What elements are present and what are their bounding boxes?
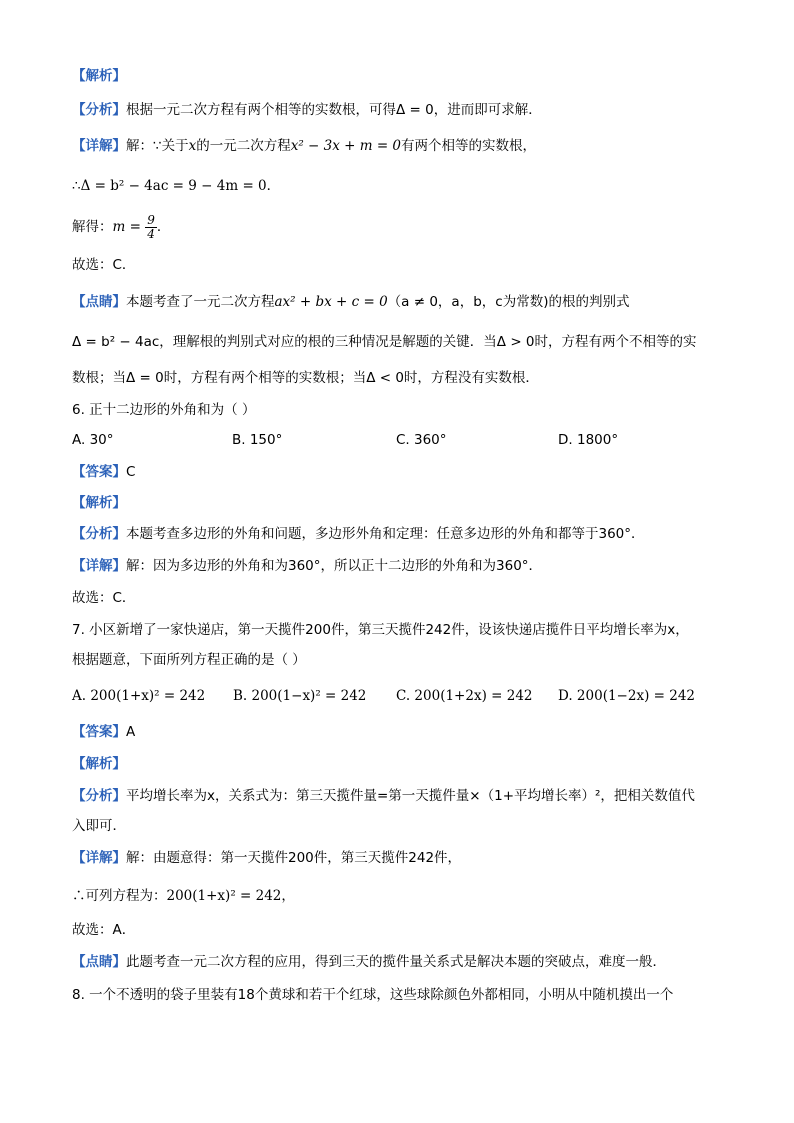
delta-line	[72, 176, 280, 196]
tag-fenxi: 【分析】	[72, 102, 126, 118]
q7-jiexi	[72, 754, 126, 774]
q7-option-c: C. 200(1+2x) = 242	[396, 688, 533, 704]
q7-analysis-text-1: 平均增长率为x，关系式为：第三天揽件量=第一天揽件量×（1+平均增长率）²，把相关数值代	[126, 788, 695, 804]
tag-jiexi-7: 【解析】	[72, 756, 126, 772]
solve-line	[72, 212, 170, 242]
q8-stem-text: 8. 一个不透明的袋子里装有18个黄球和若干个红球，这些球除颜色外都相同，小明从中随机摸出一个	[72, 987, 674, 1003]
q7-choose-text: 故选：A．	[72, 922, 136, 938]
q7-stem-text-1: 7. 小区新增了一家快递店，第一天揽件200件，第三天揽件242件，设该快递店揽件日平均增长率为x，	[72, 622, 689, 638]
dianjing-text-a: 本题考查了一元二次方程	[126, 294, 275, 310]
q7-option-b: B. 200(1−x)² = 242	[233, 688, 367, 704]
solve-var: m =	[112, 219, 141, 235]
solve-end: ．	[156, 219, 171, 235]
dianjing-text-3: 数根；当Δ = 0时，方程有两个相等的实数根；当Δ < 0时，方程没有实数根．	[72, 370, 539, 386]
q7-choose	[72, 920, 135, 940]
q7-stem-text-2: 根据题意，下面所列方程正确的是（ ）	[72, 652, 306, 668]
q7-answer	[72, 722, 135, 742]
q6-analysis-text: 本题考查多边形的外角和问题，多边形外角和定理：任意多边形的外角和都等于360°．	[126, 526, 645, 542]
dianjing-text-b: （a ≠ 0，a，b，c为常数)的根的判别式	[387, 294, 630, 310]
q6-option-b: B. 150°	[232, 432, 283, 448]
q7-detail-text: 解：由题意得：第一天揽件200件，第三天揽件242件，	[126, 850, 462, 866]
q7-detail	[72, 848, 461, 868]
solve-prefix: 解得：	[72, 219, 113, 235]
q6-detail-text: 解：因为多边形的外角和为360°，所以正十二边形的外角和为360°．	[126, 558, 543, 574]
q7-equation	[72, 886, 295, 906]
q7-stem-1	[72, 620, 689, 640]
analysis-line	[72, 100, 542, 120]
solve-fraction	[145, 214, 157, 241]
q6-stem	[72, 400, 255, 420]
tag-xiangjie-7: 【详解】	[72, 850, 126, 866]
q6-option-c: C. 360°	[396, 432, 447, 448]
q6-choose	[72, 588, 135, 608]
q6-answer	[72, 462, 135, 482]
q7-equation-text: ∴可列方程为：200(1+x)² = 242，	[72, 888, 295, 904]
q6-jiexi	[72, 493, 126, 513]
detail-text-c: 有两个相等的实数根，	[401, 138, 537, 154]
q6-option-d: D. 1800°	[558, 432, 619, 448]
q7-analysis-1	[72, 786, 695, 806]
q7-dianjing-text: 此题考查一元二次方程的应用，得到三天的揽件量关系式是解决本题的突破点，难度一般．	[126, 954, 666, 970]
q6-stem-text: 6. 正十二边形的外角和为（ ）	[72, 402, 256, 418]
dianjing-line-3	[72, 368, 539, 388]
detail-text-a: 解：∵关于	[126, 138, 189, 154]
tag-dianjing: 【点睛】	[72, 294, 126, 310]
tag-daan-7: 【答案】	[72, 724, 126, 740]
dianjing-equation: ax² + bx + c = 0	[274, 294, 388, 310]
q7-answer-value: A	[126, 724, 136, 740]
dianjing-text-2: Δ = b² − 4ac，理解根的判别式对应的根的三种情况是解题的关键．当Δ > 0时，方程有两个不相等的实	[72, 334, 697, 350]
choose-line-1	[72, 255, 135, 275]
tag-daan-6: 【答案】	[72, 464, 126, 480]
choose-text-1: 故选：C．	[72, 257, 136, 273]
q6-answer-value: C	[126, 464, 136, 480]
q8-stem	[72, 985, 673, 1005]
q6-detail	[72, 556, 542, 576]
tag-fenxi-6: 【分析】	[72, 526, 126, 542]
q7-option-d: D. 200(1−2x) = 242	[558, 688, 695, 704]
q6-analysis	[72, 524, 645, 544]
section-jiexi	[72, 66, 126, 86]
tag-jiexi-6: 【解析】	[72, 495, 126, 511]
q7-dianjing	[72, 952, 666, 972]
q7-stem-2	[72, 650, 306, 670]
tag-dianjing-7: 【点睛】	[72, 954, 126, 970]
detail-text-b: 的一元二次方程	[196, 138, 291, 154]
q7-analysis-text-2: 入即可．	[72, 818, 126, 834]
dianjing-line-1	[72, 292, 629, 312]
detail-equation: x² − 3x + m = 0	[290, 138, 402, 154]
detail-line	[72, 136, 536, 156]
q7-option-a: A. 200(1+x)² = 242	[72, 688, 206, 704]
dianjing-line-2	[72, 332, 697, 352]
fraction-numerator: 9	[147, 212, 155, 227]
q7-analysis-2	[72, 816, 126, 836]
tag-fenxi-7: 【分析】	[72, 788, 126, 804]
tag-xiangjie: 【详解】	[72, 138, 126, 154]
q6-choose-text: 故选：C．	[72, 590, 136, 606]
delta-text: ∴Δ = b² − 4ac = 9 − 4m = 0．	[72, 178, 281, 194]
fraction-denominator: 4	[147, 226, 155, 241]
tag-jiexi: 【解析】	[72, 68, 126, 84]
detail-var: x	[188, 138, 197, 154]
q6-option-a: A. 30°	[72, 432, 114, 448]
analysis-text: 根据一元二次方程有两个相等的实数根，可得Δ = 0，进而即可求解．	[126, 102, 542, 118]
tag-xiangjie-6: 【详解】	[72, 558, 126, 574]
